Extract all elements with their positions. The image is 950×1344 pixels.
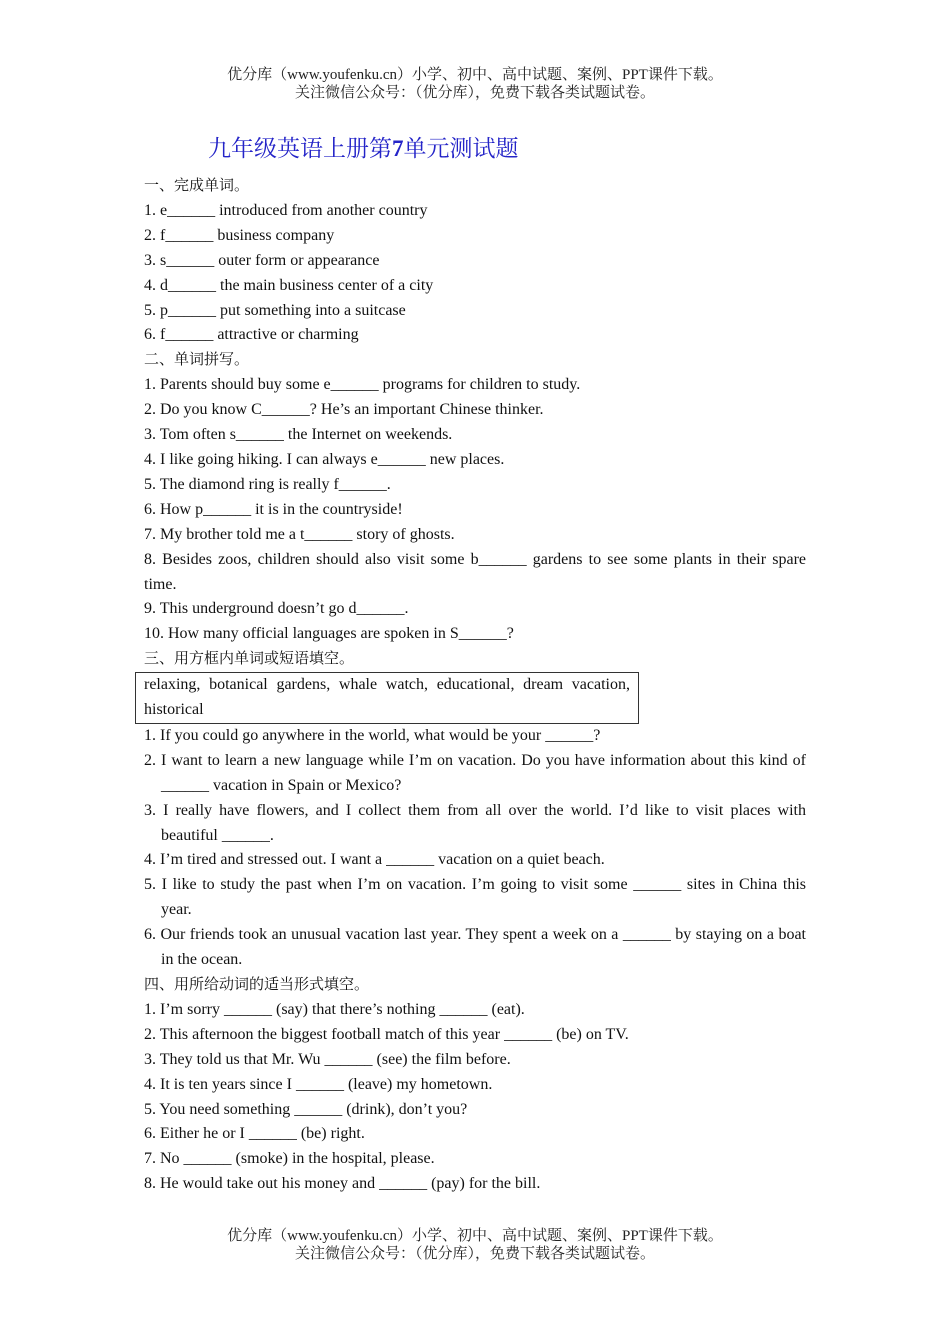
s1-question: 1. e______ introduced from another country: [144, 201, 428, 219]
header-line-2: 关注微信公众号：（优分库），免费下载各类试题试卷。: [294, 85, 655, 101]
s2-question: 10. How many official languages are spoken in S______?: [144, 625, 514, 643]
section-3-heading: 三、用方框内单词或短语填空。: [144, 651, 355, 668]
worksheet-body: [144, 174, 806, 1197]
s2-question: 5. The diamond ring is really f______.: [144, 475, 391, 493]
s2-question: 6. How p______ it is in the countryside!: [144, 500, 403, 518]
title-text-before: 九年级英语上册第: [208, 136, 392, 161]
page-header: [0, 66, 950, 102]
s2-question: 3. Tom often s______ the Internet on weekends.: [144, 426, 453, 444]
title-unit-number: 7: [392, 136, 404, 161]
s1-question: 6. f______ attractive or charming: [144, 326, 359, 344]
s4-question: 8. He would take out his money and ______ (pay) for the bill.: [144, 1175, 541, 1193]
s3-question: 2. I want to learn a new language while I’m on vacation. Do you have information about this kind of ______ vacation in Spain or Mexico?: [144, 751, 806, 794]
s3-question: 4. I’m tired and stressed out. I want a ______ vacation on a quiet beach.: [144, 851, 605, 869]
s2-question: 1. Parents should buy some e______ programs for children to study.: [144, 376, 581, 394]
footer-line-1: 优分库（www.youfenku.cn）小学、初中、高中试题、案例、PPT课件下载。: [227, 1228, 723, 1244]
s4-question: 5. You need something ______ (drink), don’t you?: [144, 1100, 468, 1118]
s4-question: 2. This afternoon the biggest football match of this year ______ (be) on TV.: [144, 1025, 629, 1043]
s1-question: 2. f______ business company: [144, 226, 335, 244]
s4-question: 4. It is ten years since I ______ (leave) my hometown.: [144, 1075, 493, 1093]
s1-question: 4. d______ the main business center of a city: [144, 276, 434, 294]
s4-question: 6. Either he or I ______ (be) right.: [144, 1125, 365, 1143]
s4-question: 1. I’m sorry ______ (say) that there’s nothing ______ (eat).: [144, 1000, 525, 1018]
header-line-1: 优分库（www.youfenku.cn）小学、初中、高中试题、案例、PPT课件下载。: [227, 67, 723, 83]
s1-question: 5. p______ put something into a suitcase: [144, 301, 406, 319]
s1-question: 3. s______ outer form or appearance: [144, 251, 380, 269]
section-2-heading: 二、单词拼写。: [144, 352, 250, 369]
s2-question: 2. Do you know C______? He’s an important Chinese thinker.: [144, 401, 544, 419]
document-title: [208, 134, 519, 164]
s3-question: 3. I really have flowers, and I collect them from all over the world. I’d like to visit places with beautiful ______.: [144, 801, 806, 844]
s2-question: 9. This underground doesn’t go d______.: [144, 600, 409, 618]
word-bank-box: relaxing, botanical gardens, whale watch, educational, dream vacation, historical: [135, 672, 639, 724]
title-text-after: 单元测试题: [403, 136, 519, 161]
section-1-heading: 一、完成单词。: [144, 178, 250, 194]
s4-question: 7. No ______ (smoke) in the hospital, please.: [144, 1150, 435, 1168]
page-footer: [0, 1227, 950, 1263]
s2-question: 7. My brother told me a t______ story of ghosts.: [144, 525, 455, 543]
s4-question: 3. They told us that Mr. Wu ______ (see) the film before.: [144, 1050, 511, 1068]
s2-question: 8. Besides zoos, children should also visit some b______ gardens to see some plants in their spare time.: [144, 550, 806, 593]
s3-question: 6. Our friends took an unusual vacation last year. They spent a week on a ______ by staying on a boat in the ocean.: [144, 926, 806, 969]
s3-question: 5. I like to study the past when I’m on vacation. I’m going to visit some ______ sites in China this year.: [144, 876, 806, 919]
s2-question: 4. I like going hiking. I can always e______ new places.: [144, 450, 505, 468]
section-4-heading: 四、用所给动词的适当形式填空。: [144, 977, 370, 993]
footer-line-2: 关注微信公众号：（优分库），免费下载各类试题试卷。: [294, 1246, 655, 1262]
s3-question: 1. If you could go anywhere in the world, what would be your ______?: [144, 726, 601, 744]
